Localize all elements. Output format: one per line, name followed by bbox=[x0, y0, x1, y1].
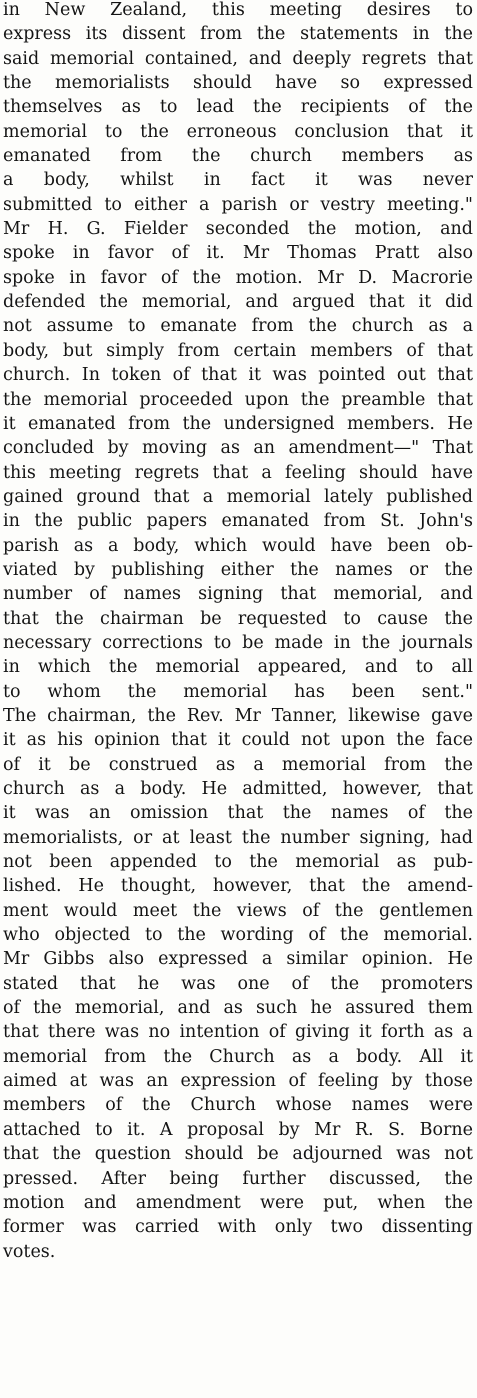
article-line: church as a body. He admitted, however, that bbox=[3, 779, 473, 799]
article-line: Mr Gibbs also expressed a similar opinion. He bbox=[3, 949, 473, 970]
article-line: to whom the memorial has been sent." bbox=[3, 681, 473, 702]
article-line: body, but simply from certain members of that bbox=[3, 340, 473, 361]
article-line: of the memorial, and as such he assured them bbox=[3, 998, 473, 1019]
article-line: in which the memorial appeared, and to all bbox=[3, 657, 473, 678]
article-line: not assume to emanate from the church as a bbox=[3, 316, 473, 337]
article-line: in New Zealand, this meeting desires to bbox=[3, 0, 473, 20]
article-line: viated by publishing either the names or the bbox=[3, 559, 473, 580]
article-line: memorial from the Church as a body. All it bbox=[3, 1046, 473, 1067]
article-line: it emanated from the undersigned members. He bbox=[3, 413, 473, 434]
article-line: themselves as to lead the recipients of the bbox=[3, 97, 473, 118]
article-line: aimed at was an expression of feeling by those bbox=[3, 1071, 473, 1092]
article-column bbox=[3, 0, 473, 1264]
article-line: that there was no intention of giving it forth as a bbox=[3, 1022, 473, 1043]
article-line: necessary corrections to be made in the journals bbox=[3, 632, 473, 653]
article-line: emanated from the church members as bbox=[3, 146, 473, 167]
article-line: Mr H. G. Fielder seconded the motion, and bbox=[3, 219, 473, 240]
article-line: lished. He thought, however, that the amend- bbox=[3, 876, 473, 897]
article-line: defended the memorial, and argued that it did bbox=[3, 292, 473, 313]
article-line: the memorialists should have so expressed bbox=[3, 73, 473, 94]
article-line: it was an omission that the names of the bbox=[3, 803, 473, 824]
article-line: attached to it. A proposal by Mr R. S. Borne bbox=[3, 1119, 473, 1140]
article-line: of it be construed as a memorial from the bbox=[3, 754, 473, 775]
article-line: this meeting regrets that a feeling should have bbox=[3, 462, 473, 483]
article-line: motion and amendment were put, when the bbox=[3, 1192, 473, 1213]
article-line: the memorial proceeded upon the preamble that bbox=[3, 389, 473, 410]
article-line: a body, whilst in fact it was never bbox=[3, 170, 473, 191]
article-line: who objected to the wording of the memorial. bbox=[3, 925, 473, 946]
article-line: church. In token of that it was pointed out that bbox=[3, 365, 473, 386]
article-line: memorial to the erroneous conclusion that it bbox=[3, 121, 473, 142]
article-line: in the public papers emanated from St. John's bbox=[3, 511, 473, 532]
article-line: The chairman, the Rev. Mr Tanner, likewise gave bbox=[3, 705, 473, 726]
article-line: ment would meet the views of the gentlemen bbox=[3, 900, 473, 921]
article-line: said memorial contained, and deeply regrets that bbox=[3, 48, 473, 69]
article-line: that the chairman be requested to cause the bbox=[3, 608, 473, 629]
article-line: votes. bbox=[3, 1241, 56, 1262]
article-line: express its dissent from the statements in the bbox=[3, 24, 473, 45]
article-line: number of names signing that memorial, and bbox=[3, 584, 473, 605]
article-line: members of the Church whose names were bbox=[3, 1095, 473, 1116]
article-line: gained ground that a memorial lately published bbox=[3, 486, 473, 507]
article-line: memorialists, or at least the number signing, had bbox=[3, 827, 473, 848]
article-line: former was carried with only two dissenting bbox=[3, 1217, 473, 1238]
article-line: concluded by moving as an amendment—" That bbox=[3, 438, 473, 459]
article-line: not been appended to the memorial as pub- bbox=[3, 852, 473, 873]
article-line: pressed. After being further discussed, the bbox=[3, 1168, 473, 1189]
article-line: spoke in favor of it. Mr Thomas Pratt also bbox=[3, 243, 473, 264]
article-line: parish as a body, which would have been ob- bbox=[3, 535, 473, 556]
article-line: submitted to either a parish or vestry meeting." bbox=[3, 194, 473, 215]
article-line: spoke in favor of the motion. Mr D. Macrorie bbox=[3, 267, 473, 288]
article-line: stated that he was one of the promoters bbox=[3, 973, 473, 994]
article-line: it as his opinion that it could not upon the face bbox=[3, 730, 473, 751]
article-line: that the question should be adjourned was not bbox=[3, 1144, 473, 1165]
